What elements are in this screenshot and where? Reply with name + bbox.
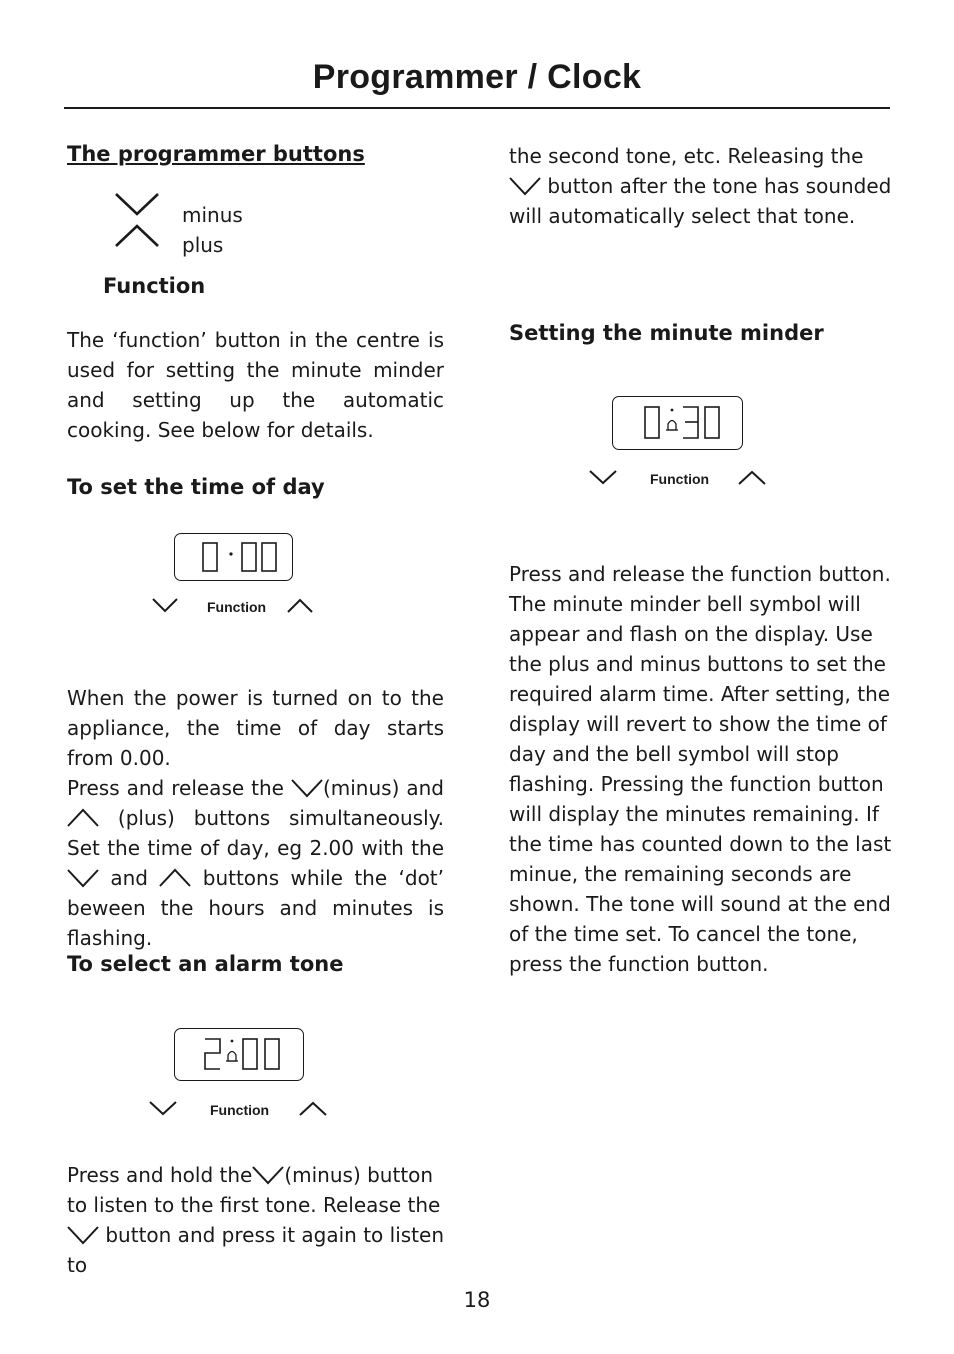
minus-button-icon[interactable] [589, 470, 619, 486]
minute-minder-heading: Setting the minute minder [509, 321, 824, 345]
function-button-label[interactable]: Function [207, 599, 267, 615]
time-of-day-display [174, 533, 293, 581]
minus-label: minus [182, 203, 243, 227]
function-button-label[interactable]: Function [210, 1102, 270, 1118]
chevron-down-icon [252, 1165, 284, 1185]
chevron-down-icon [67, 1225, 99, 1245]
button-legend-icons [114, 192, 162, 250]
function-button-label[interactable]: Function [650, 471, 710, 487]
function-description: The ‘function’ button in the centre is used for setting the minute minder and setting up the automatic cooking. See below for details. [67, 328, 444, 442]
plus-button-icon[interactable] [299, 1101, 329, 1117]
time-of-day-heading: To set the time of day [67, 475, 325, 499]
alarm-continuation: the second tone, etc. Releasing the button after the tone has sounded will automatically select that tone. [509, 144, 892, 228]
chevron-up-icon [116, 226, 158, 246]
plus-button-icon[interactable] [287, 598, 315, 614]
lcd-digits [613, 397, 740, 447]
alarm-tone-heading: To select an alarm tone [67, 952, 344, 976]
page-title: Programmer / Clock [312, 58, 642, 96]
bell-icon [226, 1040, 238, 1061]
lcd-digits [175, 1029, 301, 1078]
alarm-display [174, 1028, 304, 1081]
function-label: Function [103, 274, 206, 298]
bell-icon [666, 409, 678, 430]
time-paragraph-1: When the power is turned on to the appliance, the time of day starts from 0.00. [67, 686, 444, 770]
plus-label: plus [182, 233, 224, 257]
minute-minder-display [612, 396, 743, 450]
chevron-down-icon [67, 868, 99, 888]
alarm-paragraph: Press and hold the (minus) button to listen to the first tone. Release the button and press it again to listen to [67, 1163, 444, 1277]
chevron-down-icon [116, 194, 158, 214]
chevron-down-icon [509, 176, 541, 196]
minus-button-icon[interactable] [152, 598, 180, 614]
minute-minder-paragraph: Press and release the function button. The minute minder bell symbol will appear and flash on the display. Use the plus and minus buttons to set the required alarm time. After setting, the display will revert to show the time of day and the bell symbol will stop flashing. Pressing the function button will display the minutes remaining. If the time has counted down to the last minue, the remaining seconds are shown. The tone will sound at the end of the time set. To cancel the tone, press the function button. [509, 562, 892, 976]
page-number: 18 [463, 1288, 491, 1312]
programmer-buttons-heading: The programmer buttons [67, 142, 365, 166]
chevron-up-icon [67, 808, 99, 828]
chevron-up-icon [159, 868, 191, 888]
plus-button-icon[interactable] [738, 470, 768, 486]
chevron-down-icon [291, 778, 323, 798]
time-paragraph-2: Press and release the (minus) and (plus) buttons simultaneously. Set the time of day, eg 2.00 with the and buttons while the ‘dot’ beween the hours and minutes is flashing. [67, 776, 445, 950]
title-rule [64, 107, 890, 109]
lcd-digits [175, 534, 290, 578]
minus-button-icon[interactable] [149, 1101, 179, 1117]
